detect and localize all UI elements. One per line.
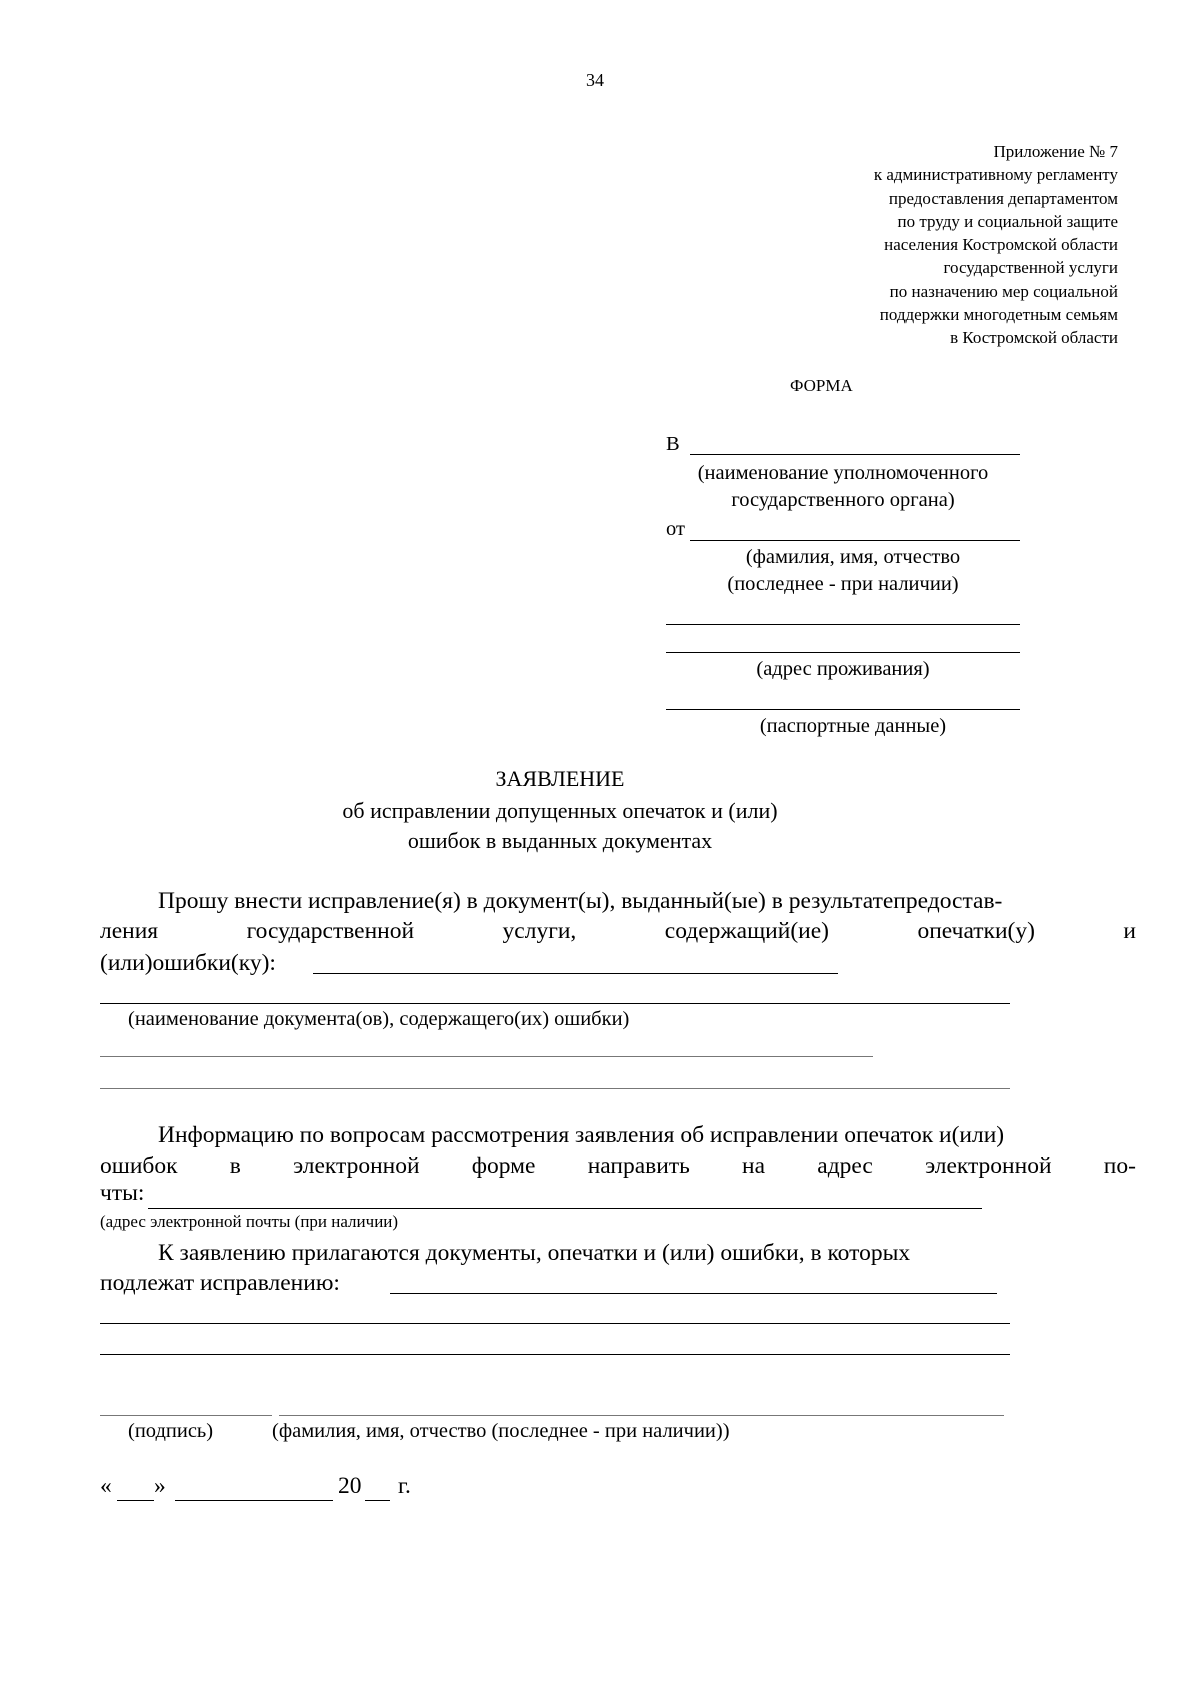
signature-field-line[interactable] [100,1415,272,1416]
date-day-field[interactable] [117,1500,154,1501]
info-line-2 [100,1153,1136,1180]
info-line-3: чты: [100,1180,145,1206]
to-caption-1: (наименование уполномоченного [697,462,989,484]
attachments-field-line-1[interactable] [390,1293,997,1294]
to-field-line[interactable] [690,454,1020,455]
info-word: по- [1103,1153,1136,1179]
date-year-suffix: г. [398,1473,411,1499]
to-caption-2: государственного органа) [731,489,955,511]
passport-caption: (паспортные данные) [759,715,947,737]
attachments-field-line-2[interactable] [100,1323,1010,1324]
doc-extra-line-1[interactable] [100,1056,873,1057]
to-prefix: В [666,433,680,455]
doc-extra-line-2[interactable] [100,1088,1010,1089]
info-word: направить [587,1153,690,1179]
request-line-1: Прошу внести исправление(я) в документ(ы), выданный(ые) в результатепредостав- [158,888,1003,914]
request-word: содержащий(ие) [664,918,829,944]
document-subtitle-2: ошибок в выданных документах [407,828,713,853]
signer-name-caption: (фамилия, имя, отчество (последнее - при наличии)) [272,1420,730,1442]
info-word: ошибок [100,1153,178,1179]
info-word: форме [471,1153,536,1179]
attachments-field-line-3[interactable] [100,1354,1010,1355]
appendix-line: Приложение № 7 [993,142,1118,161]
info-word: на [742,1153,766,1179]
appendix-line: населения Костромской области [884,235,1118,255]
date-year-prefix: 20 [338,1473,362,1499]
appendix-line: в Костромской области [950,328,1118,348]
address-caption: (адрес проживания) [756,658,930,680]
request-word: и [1123,918,1136,944]
info-word: электронной [925,1153,1052,1179]
from-field-line[interactable] [690,540,1020,541]
from-extra-line[interactable] [666,624,1020,625]
doc-name-caption: (наименование документа(ов), содержащего(их) ошибки) [128,1008,630,1030]
date-month-field[interactable] [175,1500,333,1501]
appendix-line: по труду и социальной защите [897,211,1118,231]
info-word: адрес [817,1153,873,1179]
doc-name-field-line[interactable] [100,1003,1010,1004]
date-open-quote: « [100,1473,112,1499]
error-doc-field-line[interactable] [313,973,838,974]
attachments-line-1: К заявлению прилагаются документы, опечатки и (или) ошибки, в которых [158,1240,911,1266]
from-caption-2: (последнее - при наличии) [727,573,959,595]
request-word: опечатки(у) [917,918,1035,944]
appendix-block [874,140,1118,350]
attachments-line-2: подлежат исправлению: [100,1270,340,1296]
passport-field-line[interactable] [666,709,1020,710]
from-prefix: от [666,518,685,540]
date-year-field[interactable] [365,1500,390,1501]
form-label: ФОРМА [790,376,853,395]
request-line-3: (или)ошибки(ку): [100,950,276,976]
request-line-2 [100,918,1136,945]
document-title: ЗАЯВЛЕНИЕ [495,766,625,791]
request-word: ления [100,918,159,944]
email-caption: (адрес электронной почты (при наличии) [100,1212,399,1231]
from-caption-1: (фамилия, имя, отчество [745,546,961,568]
appendix-line: по назначению мер социальной [889,281,1118,301]
signer-name-field-line[interactable] [279,1415,1004,1416]
info-word: в [229,1153,241,1179]
email-field-line[interactable] [148,1208,982,1209]
date-close-quote: » [154,1473,166,1499]
appendix-line: предоставления департаментом [888,188,1118,208]
info-word: электронной [293,1153,420,1179]
signature-caption: (подпись) [128,1420,214,1442]
address-field-line[interactable] [666,652,1020,653]
appendix-line: государственной услуги [943,258,1118,278]
request-word: услуги, [502,918,577,944]
page-number: 34 [586,70,604,90]
request-word: государственной [246,918,415,944]
info-line-1: Информацию по вопросам рассмотрения заявления об исправлении опечаток и(или) [158,1122,1005,1148]
document-subtitle-1: об исправлении допущенных опечаток и (или) [342,798,778,823]
appendix-line: к административному регламенту [873,165,1118,185]
appendix-line: поддержки многодетным семьям [879,305,1118,325]
